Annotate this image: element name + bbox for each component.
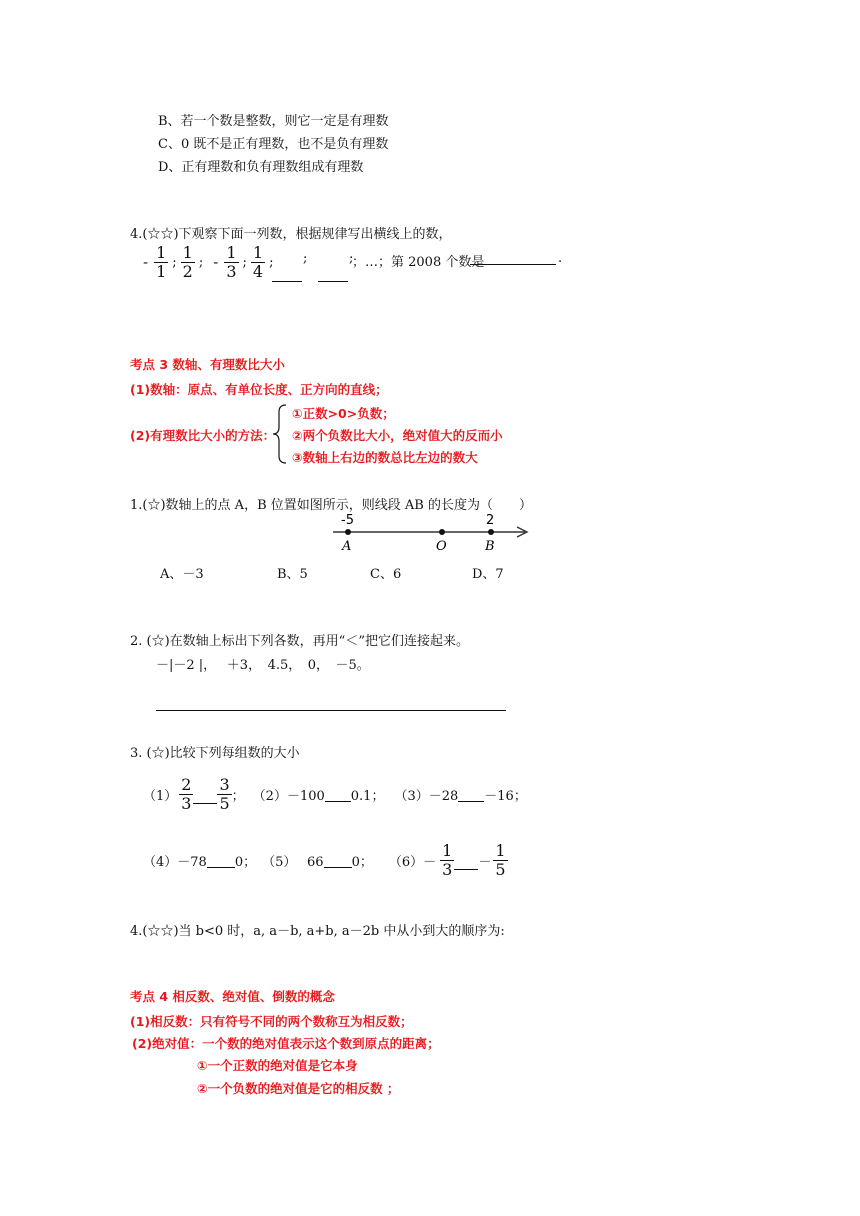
p4-answer-blank[interactable] [207,867,235,868]
p1-f1-num: 2 [181,774,192,794]
seq-blank-1[interactable] [272,281,302,282]
seq-answer-blank[interactable] [470,264,556,265]
s3q3-stem: 3. (☆)比较下列每组数的大小 [130,746,300,761]
p6-f2-num: 1 [495,840,506,860]
sep-2: ; [198,254,204,270]
fraction-1 [154,244,168,281]
section3-item2-label: (2)有理数比大小的方法： [130,428,276,443]
p5-end: 0； [351,854,373,870]
point-a-dot [345,529,351,535]
s3q2-answer-line[interactable] [156,710,506,711]
p1-f1-den: 3 [181,793,192,813]
section4-item1: (1)相反数：只有符号不同的两个数称互为相反数； [130,1014,413,1029]
seq-blank-2[interactable] [318,281,348,282]
section4-sub1: ①一个正数的绝对值是它本身 [197,1058,358,1073]
p6-f1-den: 3 [442,859,453,879]
p3-end: －16； [484,788,527,804]
s3q1-option-d: D、7 [472,567,504,582]
p6-fraction-2 [493,842,507,879]
p1-fraction-1 [179,776,193,813]
section3-item1: (1)数轴：原点、有单位长度、正方向的直线； [130,382,388,397]
fraction-2 [181,244,195,281]
frac3-sign: - [213,253,219,271]
label-a: A [342,539,352,554]
p1-fraction-2 [217,776,231,813]
section3-title: 考点 3 数轴、有理数比大小 [130,357,285,372]
s3q3-row1 [143,772,527,816]
s3q2-stem: 2. (☆)在数轴上标出下列各数，再用“＜”把它们连接起来。 [130,634,469,649]
label-o: O [436,539,447,554]
frac2-num: 1 [182,242,193,262]
frac1-den: 1 [156,261,167,281]
frac3-den: 3 [226,261,237,281]
number-line-figure [325,508,535,554]
label-minus5: -5 [341,513,354,528]
p5-label: （5） 66 [262,854,324,870]
option-b: B、若一个数是整数，则它一定是有理数 [158,114,389,129]
p1-f2-den: 5 [219,793,230,813]
option-c: C、0 既不是正有理数，也不是负有理数 [158,137,389,152]
method-2: ②两个负数比大小，绝对值大的反而小 [292,428,503,443]
sep-4: ; [269,254,274,270]
seq-end-period: . [558,251,563,266]
method-1: ①正数>0>负数； [292,406,395,421]
frac1-num: 1 [156,242,167,262]
frac4-num: 1 [252,242,264,262]
fraction-3 [224,244,238,281]
option-d: D、正有理数和负有理数组成有理数 [158,160,364,175]
seq-semicolon-1: ; [303,251,308,266]
p4-label: （4）－78 [143,854,207,870]
seq-tail-text: ；…；第 2008 个数是 [352,255,485,270]
p6-fraction-1 [440,842,454,879]
s3q1-option-a: A、－3 [160,567,204,582]
p3-answer-blank[interactable] [458,801,484,802]
p2-answer-blank[interactable] [325,801,351,802]
fraction-4 [251,244,265,281]
p6-f2-den: 5 [495,859,506,879]
p1-end: ； [231,788,245,804]
seq-question-stem: 4.(☆☆)下观察下面一列数，根据规律写出横线上的数， [130,227,452,242]
section4-sub2: ②一个负数的绝对值是它的相反数 ； [197,1081,400,1096]
seq-fractions [143,240,273,284]
section4-item2: (2)绝对值：一个数的绝对值表示这个数到原点的距离； [132,1036,440,1051]
p1-label: （1） [143,788,178,804]
p3-label: （3）－28 [394,788,459,804]
frac2-den: 2 [182,261,193,281]
method-3: ③数轴上右边的数总比左边的数大 [292,450,478,465]
section4-title: 考点 4 相反数、绝对值、倒数的概念 [130,989,335,1004]
p6-mid: － [478,854,492,870]
p6-label: （6）－ [388,854,437,870]
s3q1-option-c: C、6 [370,567,402,582]
label-2: 2 [486,513,495,528]
p1-answer-blank[interactable] [193,803,217,804]
label-b: B [485,539,495,554]
p2-end: 0.1； [350,788,385,804]
frac4-den: 4 [252,261,264,281]
p1-f2-num: 3 [219,774,230,794]
sep-3: ; [242,254,247,270]
s3q1-stem: 1.(☆)数轴上的点 A，B 位置如图所示，则线段 AB 的长度为（ ） [130,498,532,513]
p4-end: 0； [234,854,257,870]
point-b-dot [488,529,494,535]
p6-f1-num: 1 [442,840,453,860]
s3q1-option-b: B、5 [277,567,308,582]
s3q4-stem: 4.(☆☆)当 b<0 时，a, a－b, a+b, a－2b 中从小到大的顺序为: [130,924,505,939]
frac1-sign: - [143,253,149,271]
p5-answer-blank[interactable] [324,867,352,868]
s3q3-row2 [143,838,508,882]
s3q2-numbers: －|－2 |， ＋3， 4.5， 0， －5。 [156,658,370,673]
brace-icon [272,403,288,465]
sep-1: ; [172,254,177,270]
point-o-dot [439,529,445,535]
frac3-num: 1 [226,242,237,262]
seq-semicolon-2: ; [349,251,354,266]
p6-answer-blank[interactable] [454,869,478,870]
p2-label: （2）－100 [252,788,325,804]
